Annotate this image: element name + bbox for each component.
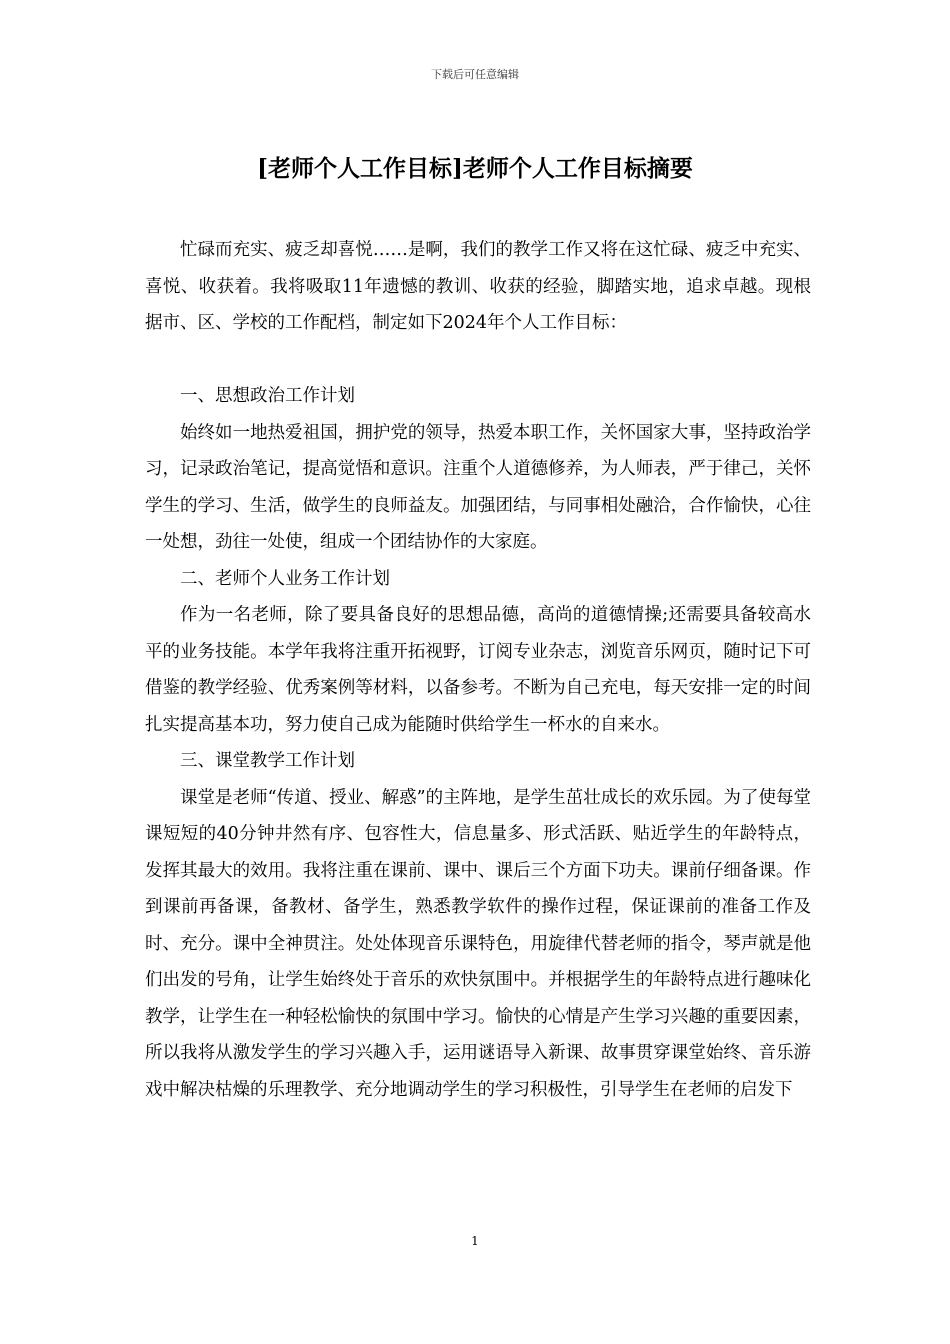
document-body <box>145 232 811 1108</box>
section-body-politics: 始终如一地热爱祖国，拥护党的领导，热爱本职工作，关怀国家大事，坚持政治学习，记录政治笔记，提高觉悟和意识。注重个人道德修养，为人师表，严于律己，关怀学生的学习、生活，做学生的良师益友。加强团结，与同事相处融洽，合作愉快，心往一处想，劲往一处使，组成一个团结协作的大家庭。 <box>145 422 811 552</box>
section-body-classroom: 课堂是老师“传道、授业、解惑”的主阵地，是学生茁壮成长的欢乐园。为了使每堂课短短的40分钟井然有序、包容性大，信息量多、形式活跃、贴近学生的年龄特点，发挥其最大的效用。我将注重在课前、课中、课后三个方面下功夫。课前仔细备课。作到课前再备课，备教材、备学生，熟悉教学软件的操作过程，保证课前的准备工作及时、充分。课中全神贯注。处处体现音乐课特色，用旋律代替老师的指令，琴声就是他们出发的号角，让学生始终处于音乐的欢快氛围中。并根据学生的年龄特点进行趣味化教学，让学生在一种轻松愉快的氛围中学习。愉快的心情是产生学习兴趣的重要因素，所以我将从激发学生的学习兴趣入手，运用谜语导入新课、故事贯穿课堂始终、音乐游戏中解决枯燥的乐理教学、充分地调动学生的学习积极性，引导学生在老师的启发下 <box>145 787 811 1100</box>
header-note: 下载后可任意编辑 <box>431 68 519 81</box>
section-body-professional: 作为一名老师，除了要具备良好的思想品德，高尚的道德情操;还需要具备较高水平的业务技能。本学年我将注重开拓视野，订阅专业杂志，浏览音乐网页，随时记下可借鉴的教学经验、优秀案例等材料，以备参考。不断为自己充电，每天安排一定的时间扎实提高基本功，努力使自己成为能随时供给学生一杯水的自来水。 <box>145 605 811 735</box>
section-heading-classroom: 三、课堂教学工作计划 <box>180 751 355 771</box>
page-number: 1 <box>471 1234 479 1248</box>
section-heading-politics: 一、思想政治工作计划 <box>180 386 355 406</box>
paragraph-gap <box>145 342 811 379</box>
document-title: [老师个人工作目标]老师个人工作目标摘要 <box>257 155 693 182</box>
section-heading-professional: 二、老师个人业务工作计划 <box>180 568 390 589</box>
intro-paragraph: 忙碌而充实、疲乏却喜悦……是啊，我们的教学工作又将在这忙碌、疲乏中充实、喜悦、收获着。我将吸取11年遗憾的教训、收获的经验，脚踏实地，追求卓越。现根据市、区、学校的工作配档，制定如下2024年个人工作目标： <box>145 240 811 333</box>
